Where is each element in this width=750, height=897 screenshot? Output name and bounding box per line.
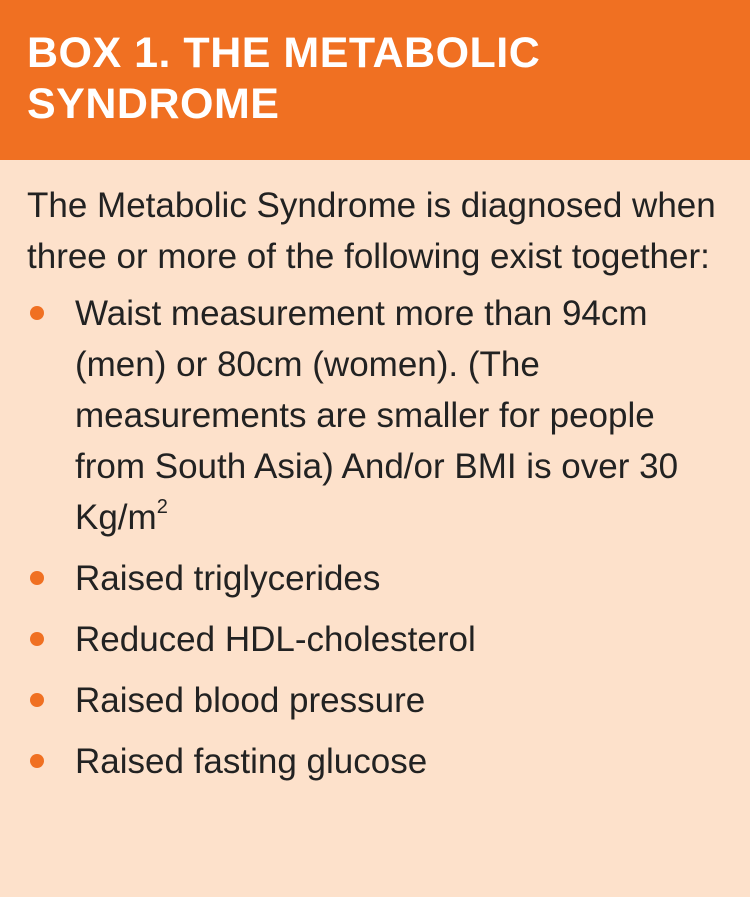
bullet-icon	[30, 693, 44, 707]
bullet-icon	[30, 571, 44, 585]
box-header	[0, 0, 750, 160]
box-title	[27, 28, 750, 130]
list-item-text: Reduced HDL-cholesterol	[75, 620, 476, 659]
waist-criterion-text: Waist measurement more than 94cm (men) or 80cm (women). (The measurements are smaller for people from South Asia) And/or BMI is over 30 Kg/m	[75, 294, 679, 537]
list-item-text	[75, 288, 730, 543]
list-item	[27, 736, 730, 787]
box-title-line2: SYNDROME	[27, 80, 280, 128]
superscript: 2	[156, 496, 168, 518]
list-item	[27, 288, 730, 543]
list-item	[27, 614, 730, 665]
box-title-line1: BOX 1. THE METABOLIC	[27, 29, 541, 77]
criteria-list	[27, 288, 730, 787]
list-item-text: Raised fasting glucose	[75, 742, 428, 781]
bullet-icon	[30, 754, 44, 768]
list-item-text: Raised triglycerides	[75, 559, 381, 598]
box-body	[0, 160, 750, 797]
list-item-text: Raised blood pressure	[75, 681, 426, 720]
bullet-icon	[30, 306, 44, 320]
list-item	[27, 675, 730, 726]
bullet-icon	[30, 632, 44, 646]
list-item	[27, 553, 730, 604]
intro-text: The Metabolic Syndrome is diagnosed when three or more of the following exist together:	[27, 186, 716, 276]
